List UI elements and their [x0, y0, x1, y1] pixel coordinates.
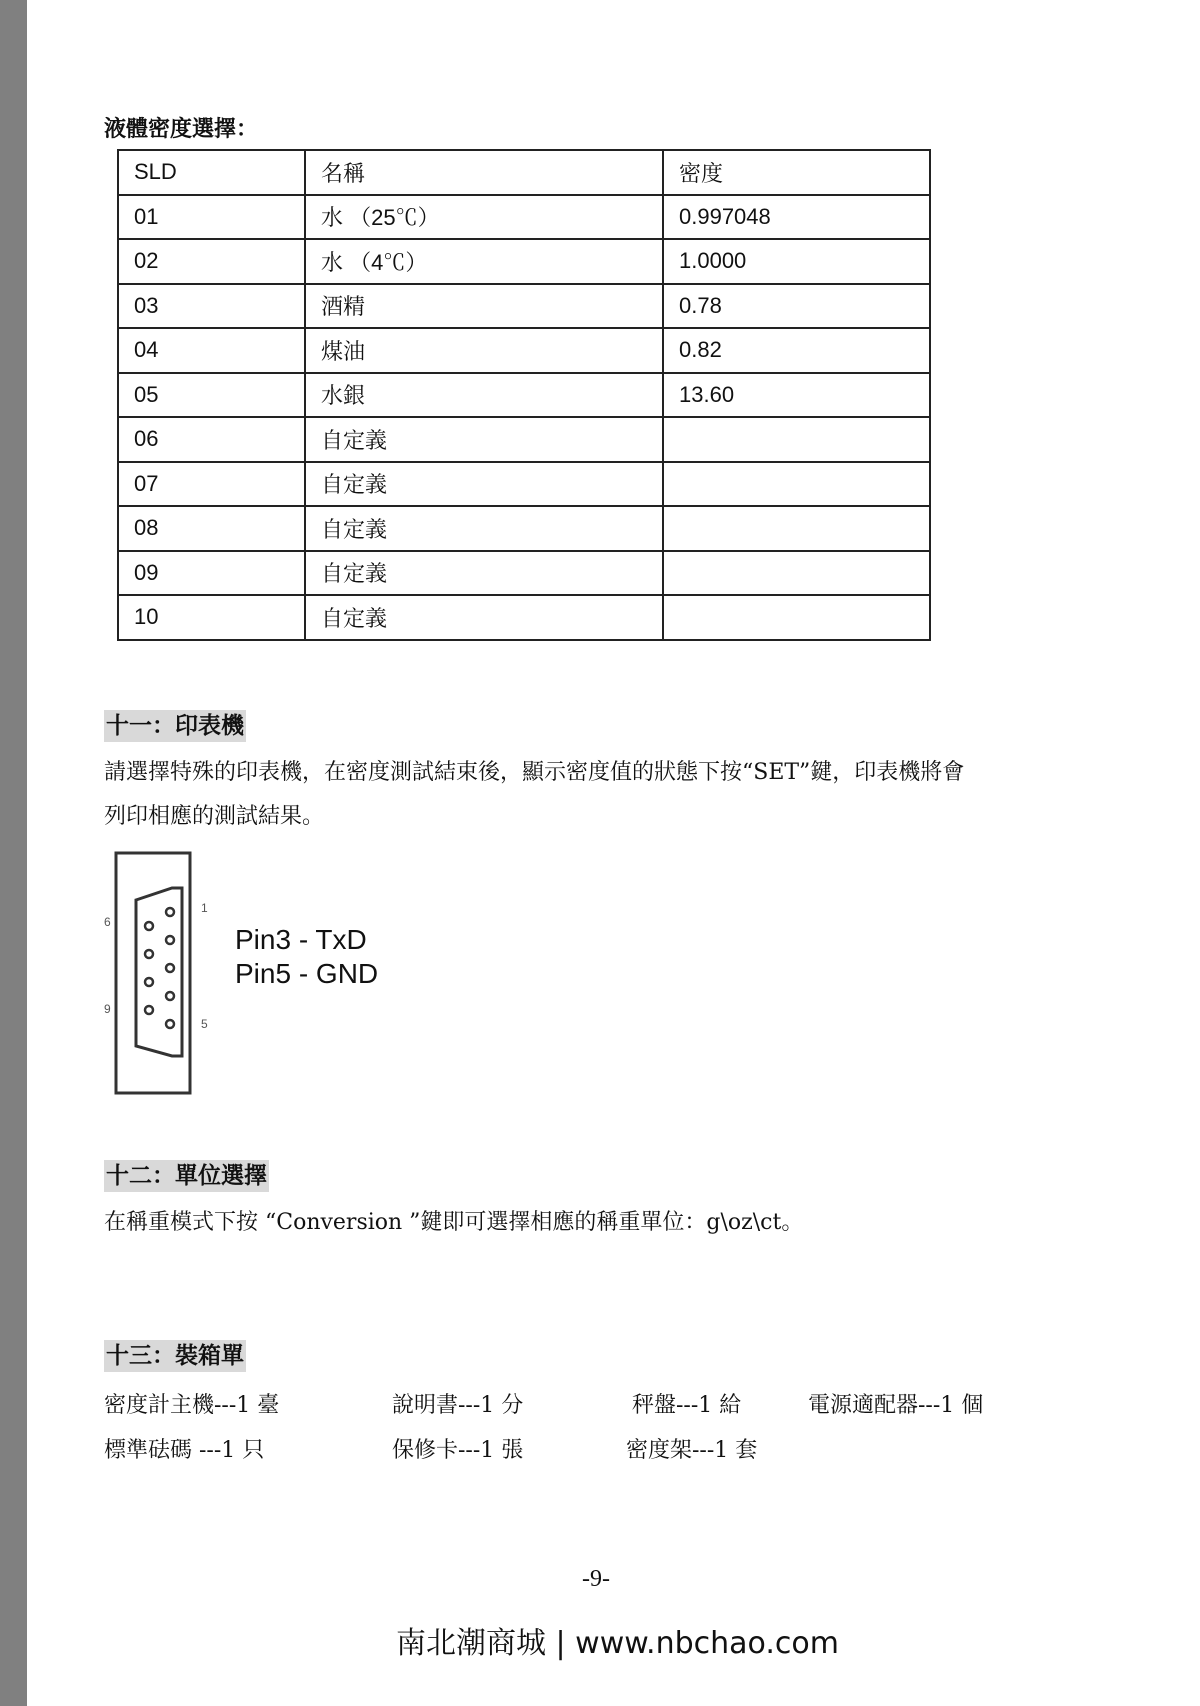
pin-hole [166, 936, 174, 944]
pin-hole [166, 992, 174, 1000]
packing-item: 密度計主機---1 臺 [104, 1393, 280, 1418]
footer-brand: 南北潮商城 | www.nbchao.com [396, 1626, 839, 1661]
sld-cell: 07 [118, 462, 305, 507]
name-cell: 自定義 [305, 506, 663, 551]
name-cell: 酒精 [305, 284, 663, 329]
table-row [118, 328, 930, 373]
sld-cell: 06 [118, 417, 305, 462]
name-cell: 自定義 [305, 551, 663, 596]
density-cell: 0.78 [663, 284, 930, 329]
sld-cell: 01 [118, 195, 305, 240]
pin-label-9: 9 [104, 1002, 111, 1016]
pin-hole [166, 1020, 174, 1028]
table-row [118, 595, 930, 640]
density-cell: 0.82 [663, 328, 930, 373]
sld-cell: 09 [118, 551, 305, 596]
pin-label-1: 1 [201, 901, 208, 915]
density-cell: 1.0000 [663, 239, 930, 284]
name-cell: 水銀 [305, 373, 663, 418]
table-row [118, 506, 930, 551]
packing-item: 說明書---1 分 [392, 1393, 524, 1418]
liquid-density-title: 液體密度選擇： [104, 116, 259, 142]
pin-label-5: 5 [201, 1017, 208, 1031]
pin-hole [145, 978, 153, 986]
pin-hole [166, 908, 174, 916]
pin-hole [166, 964, 174, 972]
column-header: 密度 [663, 150, 930, 195]
sld-cell: 03 [118, 284, 305, 329]
name-cell: 水 （25℃） [305, 195, 663, 240]
name-cell: 自定義 [305, 462, 663, 507]
page-number: -9- [582, 1566, 610, 1592]
density-cell [663, 595, 930, 640]
table-row [118, 239, 930, 284]
density-cell [663, 462, 930, 507]
db9-connector-icon [104, 850, 234, 1100]
sld-cell: 02 [118, 239, 305, 284]
page-margin-bar [0, 0, 27, 1706]
pin-hole [145, 950, 153, 958]
name-cell: 自定義 [305, 417, 663, 462]
sld-cell: 08 [118, 506, 305, 551]
table-row [118, 195, 930, 240]
packing-item: 密度架---1 套 [626, 1438, 758, 1463]
packing-item: 電源適配器---1 個 [808, 1393, 984, 1418]
printer-text-line2: 列印相應的測試結果。 [104, 804, 325, 829]
density-cell: 13.60 [663, 373, 930, 418]
density-cell [663, 506, 930, 551]
table-header-row [118, 150, 930, 195]
sld-cell: 05 [118, 373, 305, 418]
name-cell: 自定義 [305, 595, 663, 640]
printer-text-line1: 請選擇特殊的印表機，在密度測試結束後，顯示密度值的狀態下按“SET”鍵，印表機將會 [104, 760, 965, 785]
pin-hole [145, 1006, 153, 1014]
name-cell: 煤油 [305, 328, 663, 373]
pin-hole [145, 922, 153, 930]
density-table [117, 149, 931, 641]
name-cell: 水 （4℃） [305, 239, 663, 284]
density-cell [663, 551, 930, 596]
table-row [118, 551, 930, 596]
units-text: 在稱重模式下按 “Conversion ”鍵即可選擇相應的稱重單位：g\oz\ct。 [104, 1210, 804, 1235]
density-cell [663, 417, 930, 462]
db9-connector-diagram [104, 850, 234, 1104]
packing-item: 秤盤---1 給 [632, 1393, 742, 1418]
table-row [118, 462, 930, 507]
units-heading: 十二：單位選擇 [104, 1160, 269, 1192]
printer-heading: 十一：印表機 [104, 710, 246, 742]
sld-cell: 04 [118, 328, 305, 373]
table-row [118, 373, 930, 418]
packing-item: 標準砝碼 ---1 只 [104, 1438, 265, 1463]
packing-heading: 十三：裝箱單 [104, 1340, 246, 1372]
column-header: SLD [118, 150, 305, 195]
table-row [118, 284, 930, 329]
column-header: 名稱 [305, 150, 663, 195]
pin-label-6: 6 [104, 915, 111, 929]
sld-cell: 10 [118, 595, 305, 640]
pin3-label: Pin3 - TxD [235, 924, 367, 955]
density-cell: 0.997048 [663, 195, 930, 240]
packing-item: 保修卡---1 張 [392, 1438, 524, 1463]
table-row [118, 417, 930, 462]
pin5-label: Pin5 - GND [235, 958, 379, 989]
